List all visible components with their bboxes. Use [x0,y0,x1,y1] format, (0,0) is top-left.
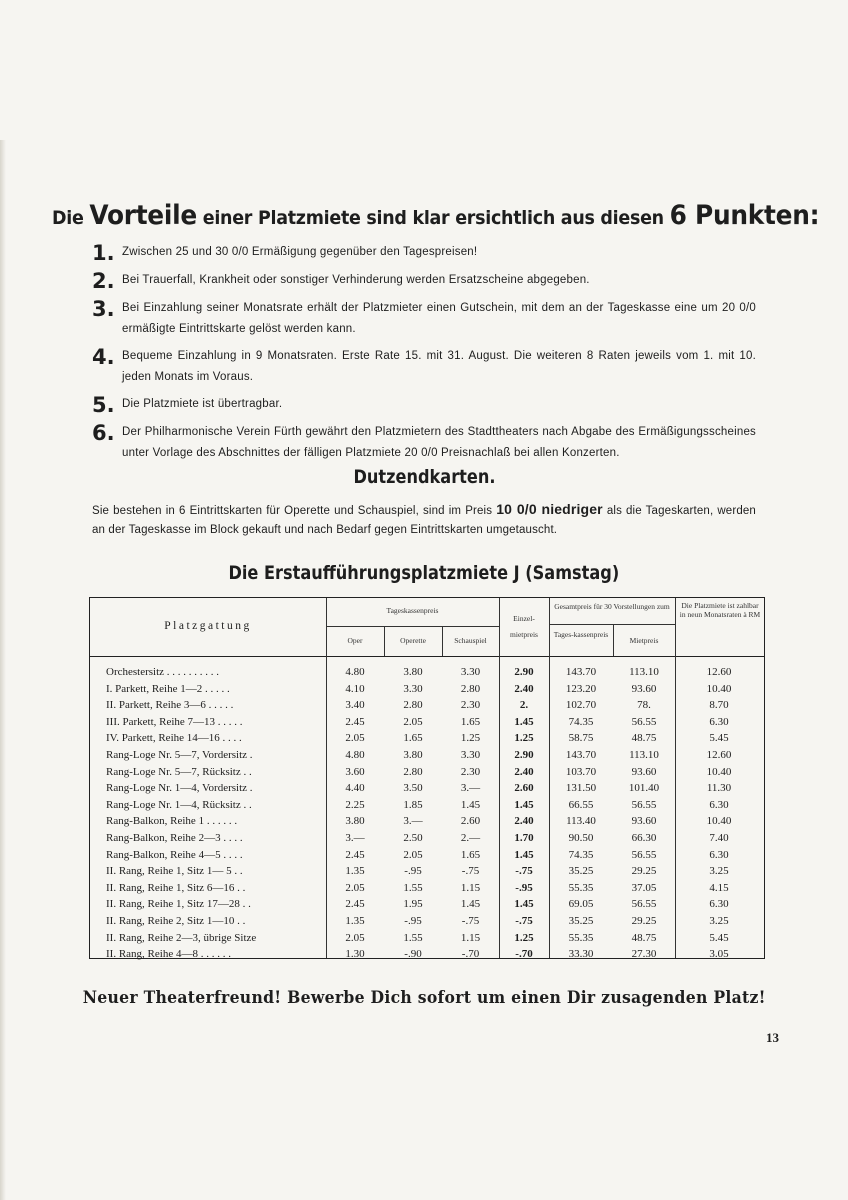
cell-einzelmietpreis: -.70 [515,948,533,961]
cell-schauspiel: 3.30 [460,748,481,761]
cell-platzgattung: II. Rang, Reihe 1, Sitz 17—28 . . [106,898,251,911]
cell-platzgattung: II. Parkett, Reihe 3—6 . . . . . [106,699,234,712]
cell-gesamt-mietpreis: 93.60 [631,815,657,828]
cell-platzgattung: Rang-Balkon, Reihe 1 . . . . . . [106,815,238,828]
cell-oper: 3.60 [345,765,365,778]
cell-gesamt-tageskassenpreis: 74.35 [568,715,594,728]
advantage-number: 6. [92,421,115,445]
cell-monatsrate: 10.40 [706,682,732,695]
cell-oper: 1.35 [345,914,365,927]
cell-schauspiel: 1.65 [460,715,481,728]
advantages-list [92,242,756,470]
advantage-item [92,422,756,464]
cell-platzgattung: Rang-Loge Nr. 1—4, Vordersitz . [106,782,253,795]
cell-monatsrate: 6.30 [709,715,729,728]
cell-oper: 1.30 [345,948,365,961]
cell-operette: -.95 [404,914,422,927]
cell-operette: 3.50 [403,782,423,795]
cell-monatsrate: 12.60 [706,666,732,678]
cell-monatsrate: 6.30 [709,798,729,811]
heading-prefix: Die [52,207,84,229]
cell-schauspiel: 2.30 [460,765,481,778]
cell-gesamt-tageskassenpreis: 69.05 [568,898,594,911]
advantage-text: Bequeme Einzahlung in 9 Monatsraten. Erste Rate 15. mit 31. August. Die weiteren 8 Raten jeweils vom 1. mit 10. jeden Monats im Voraus. [122,350,756,383]
cell-gesamt-mietpreis: 29.25 [631,865,657,878]
cell-operette: 2.80 [403,699,423,712]
cell-oper: 2.45 [345,715,365,728]
cell-monatsrate: 4.15 [709,881,729,894]
cell-oper: 2.25 [345,798,365,811]
page-edge [0,140,6,1200]
advantage-item [92,346,756,388]
cell-gesamt-mietpreis: 56.55 [631,898,657,911]
cell-einzelmietpreis: 1.45 [514,848,534,861]
cell-platzgattung: II. Rang, Reihe 4—8 . . . . . . [106,948,231,961]
header-divider [326,626,499,627]
cell-oper: 4.80 [345,666,365,678]
advantage-number: 3. [92,297,115,321]
cell-schauspiel: 1.15 [460,931,481,944]
cell-oper: 2.05 [345,732,365,745]
cell-operette: -.90 [404,948,422,961]
table-row [90,730,764,747]
cell-monatsrate: 5.45 [709,732,729,745]
advantage-number: 4. [92,345,115,369]
cell-platzgattung: II. Rang, Reihe 2—3, übrige Sitze [106,931,257,944]
cell-gesamt-tageskassenpreis: 66.55 [568,798,594,811]
cell-gesamt-tageskassenpreis: 131.50 [565,782,597,795]
cell-schauspiel: 1.15 [460,881,481,894]
cell-monatsrate: 8.70 [709,699,729,712]
cell-monatsrate: 3.25 [709,914,729,927]
cell-monatsrate: 3.25 [709,865,729,878]
table-row [90,830,764,847]
cell-gesamt-mietpreis: 48.75 [631,931,657,944]
cell-gesamt-mietpreis: 56.55 [631,798,657,811]
cell-oper: 2.05 [345,881,365,894]
cell-einzelmietpreis: 1.70 [514,831,534,844]
cell-monatsrate: 5.45 [709,931,729,944]
cell-schauspiel: 2.30 [460,699,481,712]
cell-oper: 3.80 [345,815,365,828]
cell-einzelmietpreis: 2.40 [514,682,534,695]
cell-operette: 3.— [403,815,423,828]
table-body [90,664,764,963]
table-title: Die Erstaufführungsplatzmiete J (Samstag) [228,562,620,584]
cell-gesamt-mietpreis: 48.75 [631,732,657,745]
cell-platzgattung: Rang-Balkon, Reihe 4—5 . . . . [106,848,243,861]
cell-platzgattung: Rang-Loge Nr. 1—4, Rücksitz . . [106,798,252,811]
cell-einzelmietpreis: 1.45 [514,798,534,811]
cell-operette: 2.05 [403,848,423,861]
price-table [89,597,765,959]
cell-schauspiel: 2.60 [460,815,481,828]
table-row [90,681,764,698]
cell-gesamt-mietpreis: 93.60 [631,765,657,778]
table-row [90,813,764,830]
header-platzgattung: Platzgattung [164,620,252,632]
cell-platzgattung: I. Parkett, Reihe 1—2 . . . . . [106,682,230,695]
cell-oper: 2.05 [345,931,365,944]
header-operette: Operette [400,636,426,645]
cell-einzelmietpreis: 1.25 [514,931,534,944]
cell-gesamt-tageskassenpreis: 35.25 [568,914,594,927]
cell-gesamt-tageskassenpreis: 143.70 [565,748,597,761]
cell-operette: 1.65 [403,732,423,745]
cell-platzgattung: III. Parkett, Reihe 7—13 . . . . . [106,715,243,728]
cell-oper: 4.40 [345,782,365,795]
advantage-number: 5. [92,393,115,417]
cell-einzelmietpreis: 2.90 [514,666,534,678]
cell-oper: 2.45 [345,848,365,861]
cell-operette: -.95 [404,865,422,878]
cell-einzelmietpreis: 1.45 [514,715,534,728]
cell-platzgattung: II. Rang, Reihe 1, Sitz 1— 5 . . [106,865,243,878]
cell-einzelmietpreis: 1.25 [514,732,534,745]
cell-operette: 1.95 [403,898,423,911]
cell-schauspiel: -.75 [461,865,480,878]
cell-einzelmietpreis: 1.45 [514,898,534,911]
table-row [90,747,764,764]
cell-operette: 1.55 [403,881,423,894]
cell-operette: 2.80 [403,765,423,778]
cell-gesamt-tageskassenpreis: 102.70 [565,699,597,712]
cell-monatsrate: 7.40 [709,831,729,844]
cell-platzgattung: II. Rang, Reihe 2, Sitz 1—10 . . [106,914,246,927]
header-divider [442,626,443,656]
cell-gesamt-tageskassenpreis: 33.30 [568,948,594,961]
advantage-text: Bei Einzahlung seiner Monatsrate erhält der Platzmieter einen Gutschein, mit dem an der Tageskasse eine um 20 0/0 ermäßigte Eintrittskarte gelöst werden kann. [122,302,756,335]
table-row [90,697,764,714]
header-schauspiel: Schauspiel [454,636,487,645]
cell-gesamt-tageskassenpreis: 113.40 [566,815,596,828]
header-divider [384,626,385,656]
header-zahlbar: Die Platzmiete ist zahlbar in neun Monatsraten à RM [679,601,761,619]
cell-schauspiel: 1.45 [460,798,481,811]
cell-gesamt-mietpreis: 56.55 [631,715,657,728]
cell-gesamt-tageskassenpreis: 35.25 [568,865,594,878]
advantage-item [92,394,756,416]
table-row [90,797,764,814]
cell-schauspiel: 1.65 [460,848,481,861]
cell-gesamt-mietpreis: 56.55 [631,848,657,861]
cell-platzgattung: Orchestersitz . . . . . . . . . . [106,666,220,678]
cell-einzelmietpreis: -.75 [515,865,533,878]
cell-gesamt-tageskassenpreis: 58.75 [568,732,594,745]
cell-einzelmietpreis: 2.40 [514,815,534,828]
cell-operette: 1.55 [403,931,423,944]
cell-platzgattung: Rang-Balkon, Reihe 2—3 . . . . [106,831,243,844]
advantage-text: Zwischen 25 und 30 0/0 Ermäßigung gegenüber den Tagespreisen! [122,246,478,258]
cell-operette: 3.80 [403,666,423,678]
cell-gesamt-tageskassenpreis: 74.35 [568,848,594,861]
table-row [90,664,764,681]
cell-oper: 2.45 [345,898,365,911]
dutzendkarten-title: Dutzendkarten. [353,466,495,488]
cell-oper: 3.40 [345,699,365,712]
table-row [90,847,764,864]
cell-schauspiel: 3.— [460,782,481,795]
cell-oper: 1.35 [345,865,365,878]
advantage-number: 1. [92,241,115,265]
cell-gesamt-mietpreis: 66.30 [631,831,657,844]
cell-operette: 3.30 [403,682,423,695]
cell-oper: 4.10 [345,682,365,695]
cell-einzelmietpreis: 2.60 [514,782,534,795]
cell-gesamt-mietpreis: 113.10 [629,748,659,761]
cell-gesamt-tageskassenpreis: 55.35 [568,881,594,894]
cell-gesamt-tageskassenpreis: 123.20 [565,682,597,695]
cell-gesamt-tageskassenpreis: 103.70 [565,765,597,778]
dutzendkarten-text: Sie bestehen in 6 Eintrittskarten für Operette und Schauspiel, sind im Preis 10 0/0 niedriger als die Tageskarten, werden an der Tageskasse im Block gekauft und nach Bedarf gegen Eintrittskarten umgetauscht. [92,501,756,536]
cell-monatsrate: 12.60 [706,748,732,761]
advantage-item [92,270,756,292]
table-row [90,880,764,897]
cell-operette: 1.85 [403,798,423,811]
table-header [90,598,764,657]
cell-monatsrate: 10.40 [706,765,732,778]
heading-word-punkten: 6 Punkten: [669,200,820,231]
header-divider [549,624,675,625]
cell-gesamt-mietpreis: 101.40 [628,782,660,795]
table-row [90,714,764,731]
cell-gesamt-mietpreis: 78. [637,699,651,712]
cell-operette: 2.05 [403,715,423,728]
cell-platzgattung: IV. Parkett, Reihe 14—16 . . . . [106,732,242,745]
table-row [90,930,764,947]
cell-platzgattung: Rang-Loge Nr. 5—7, Rücksitz . . [106,765,252,778]
header-tageskassenpreis: Tageskassenpreis [386,606,439,615]
cell-einzelmietpreis: -.75 [515,914,533,927]
cell-schauspiel: -.70 [461,948,480,961]
cell-gesamt-mietpreis: 29.25 [631,914,657,927]
cell-oper: 3.— [345,831,365,844]
advantage-text: Bei Trauerfall, Krankheit oder sonstiger Verhinderung werden Ersatzscheine abgegeben. [122,274,590,286]
cell-operette: 2.50 [403,831,423,844]
heading-middle: einer Platzmiete sind klar ersichtlich aus diesen [202,207,664,229]
cell-einzelmietpreis: 2.40 [514,765,534,778]
header-divider [613,624,614,656]
header-oper: Oper [347,636,363,645]
footer-slogan: Neuer Theaterfreund! Bewerbe Dich sofort um einen Dir zusagenden Platz! [82,988,766,1008]
advantage-text: Der Philharmonische Verein Fürth gewährt den Platzmietern des Stadttheaters nach Abgabe des Ermäßigungsscheines unter Vorlage des Abschnittes der fälligen Platzmiete 20 0/0 Preisnachlaß bei allen Konzerten. [122,426,756,459]
cell-monatsrate: 11.30 [706,782,732,795]
main-heading [52,200,820,231]
cell-schauspiel: 2.80 [460,682,481,695]
page-number: 13 [766,1030,779,1045]
advantage-item [92,242,756,264]
cell-platzgattung: II. Rang, Reihe 1, Sitz 6—16 . . [106,881,246,894]
cell-monatsrate: 6.30 [709,898,729,911]
cell-gesamt-mietpreis: 27.30 [631,948,657,961]
cell-schauspiel: 1.45 [460,898,481,911]
cell-gesamt-mietpreis: 113.10 [629,666,659,678]
advantage-number: 2. [92,269,115,293]
cell-platzgattung: Rang-Loge Nr. 5—7, Vordersitz . [106,748,253,761]
header-einzel: Einzel- [513,614,535,623]
table-row [90,764,764,781]
cell-monatsrate: 6.30 [709,848,729,861]
advantage-item [92,298,756,340]
cell-gesamt-tageskassenpreis: 143.70 [565,666,597,678]
dutzendkarten-highlight: 10 0/0 niedriger [496,501,603,517]
cell-schauspiel: 1.25 [460,732,481,745]
cell-einzelmietpreis: 2. [519,699,529,712]
cell-oper: 4.80 [345,748,365,761]
header-tages-kassenpreis: Tages-kassenpreis [553,630,609,639]
table-row [90,863,764,880]
cell-schauspiel: 3.30 [460,666,481,678]
cell-einzelmietpreis: -.95 [515,881,533,894]
cell-operette: 3.80 [403,748,423,761]
header-gesamtpreis: Gesamtpreis für 30 Vorstellungen zum [554,602,670,611]
table-row [90,780,764,797]
cell-gesamt-mietpreis: 37.05 [631,881,657,894]
cell-gesamt-tageskassenpreis: 55.35 [568,931,594,944]
cell-schauspiel: -.75 [461,914,480,927]
table-row [90,946,764,963]
table-row [90,896,764,913]
table-row [90,913,764,930]
cell-monatsrate: 10.40 [706,815,732,828]
cell-schauspiel: 2.— [460,831,481,844]
header-mietpreis-gesamt: Mietpreis [629,636,659,645]
cell-monatsrate: 3.05 [709,948,729,961]
cell-gesamt-mietpreis: 93.60 [631,682,657,695]
cell-gesamt-tageskassenpreis: 90.50 [568,831,594,844]
header-mietpreis: mietpreis [510,630,538,639]
advantage-text: Die Platzmiete ist übertragbar. [122,398,283,410]
heading-word-vorteile: Vorteile [89,200,197,231]
cell-einzelmietpreis: 2.90 [514,748,534,761]
